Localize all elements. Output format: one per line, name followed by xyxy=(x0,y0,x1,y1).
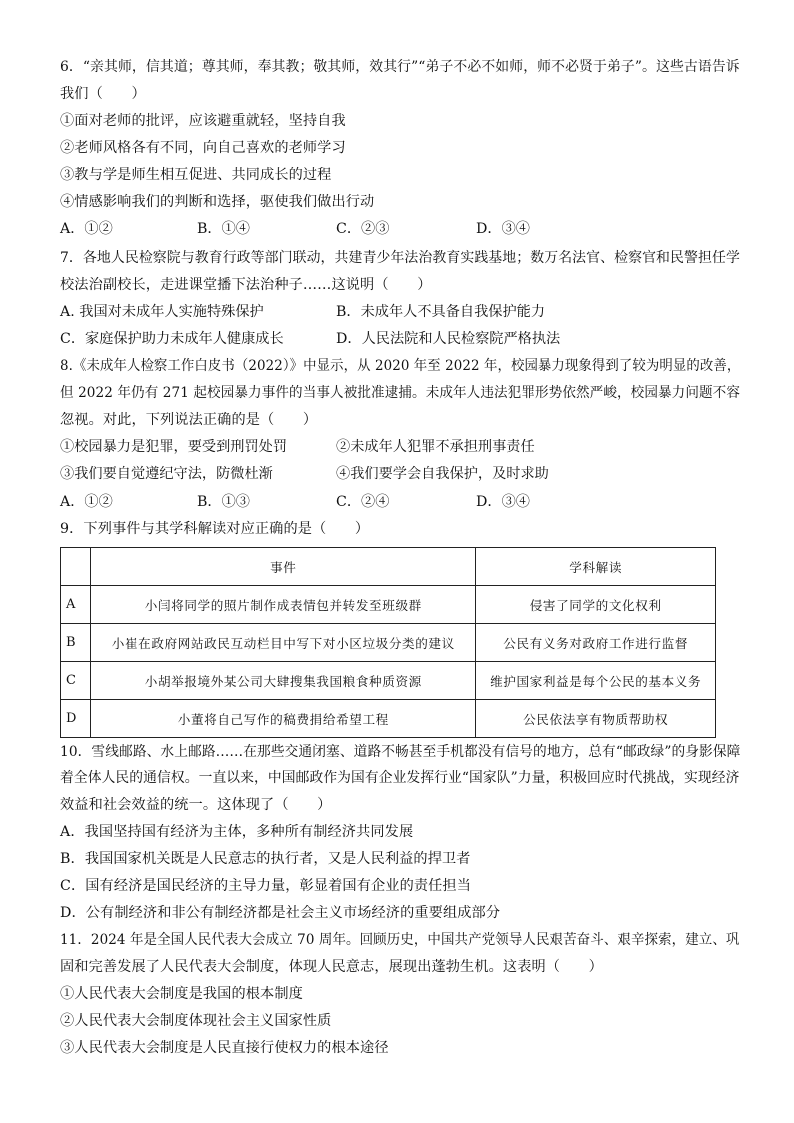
table-header-cell xyxy=(61,548,91,586)
table-row xyxy=(61,624,716,662)
q10-stem-line-1: 10．雪线邮路、水上邮路……在那些交通闭塞、道路不畅甚至手机都没有信号的地方，总有“邮政绿”的身影保障 xyxy=(60,744,741,760)
q7-option-b[interactable]: B．未成年人不具备自我保护能力 xyxy=(336,304,546,320)
q10-stem-line-2: 着全体人民的通信权。一直以来，中国邮政作为国有企业发挥行业“国家队”力量，积极回应时代挑战，实现经济 xyxy=(60,770,740,786)
q10-stem-line-3: 效益和社会效益的统一。这体现了（ ） xyxy=(60,797,332,813)
q10-option-a[interactable]: A．我国坚持国有经济为主体，多种所有制经济共同发展 xyxy=(60,824,414,840)
table-header-cell: 事件 xyxy=(91,548,476,586)
q7-option-a[interactable]: A. 我国对未成年人实施特殊保护 xyxy=(60,304,264,320)
q6-option-d[interactable]: D．③④ xyxy=(476,221,530,237)
q8-stem-line-3: 忽视。对此，下列说法正确的是（ ） xyxy=(60,412,318,428)
q9-stem: 9．下列事件与其学科解读对应正确的是（ ） xyxy=(60,521,370,537)
q7-stem-line-2: 校法治副校长，走进课堂播下法治种子……这说明（ ） xyxy=(60,277,432,293)
q8-item-3: ③我们要自觉遵纪守法，防微杜渐 xyxy=(60,466,273,482)
q8-option-d[interactable]: D．③④ xyxy=(476,494,530,510)
row-letter: A xyxy=(61,586,91,624)
row-interpretation: 侵害了同学的文化权利 xyxy=(476,586,716,624)
q8-item-4: ④我们要学会自我保护，及时求助 xyxy=(336,466,549,482)
q10-option-d[interactable]: D．公有制经济和非公有制经济都是社会主义市场经济的重要组成部分 xyxy=(60,905,501,921)
table-header-row xyxy=(61,548,716,586)
q6-option-b[interactable]: B．①④ xyxy=(197,221,250,237)
q8-stem-line-1: 8.《未成年人检察工作白皮书（2022）》中显示，从 2020 年至 2022 年，校园暴力现象得到了较为明显的改善， xyxy=(60,358,741,374)
q8-option-b[interactable]: B．①③ xyxy=(197,494,250,510)
q8-item-2: ②未成年人犯罪不承担刑事责任 xyxy=(336,439,535,455)
row-event: 小胡举报境外某公司大肆搜集我国粮食种质资源 xyxy=(91,662,476,700)
row-interpretation: 公民有义务对政府工作进行监督 xyxy=(476,624,716,662)
q9-table xyxy=(60,547,716,738)
q7-option-c[interactable]: C．家庭保护助力未成年人健康成长 xyxy=(60,331,284,347)
q6-item-1: ①面对老师的批评，应该避重就轻，坚持自我 xyxy=(60,113,346,129)
q7-option-d[interactable]: D．人民法院和人民检察院严格执法 xyxy=(336,331,561,347)
table-row xyxy=(61,700,716,738)
q11-stem-line-1: 11．2024 年是全国人民代表大会成立 70 周年。回顾历史，中国共产党领导人民艰苦奋斗、艰辛探索，建立、巩 xyxy=(60,932,740,948)
q8-option-a[interactable]: A．①② xyxy=(60,494,113,510)
row-letter: D xyxy=(61,700,91,738)
table-row xyxy=(61,662,716,700)
q11-item-3: ③人民代表大会制度是人民直接行使权力的根本途径 xyxy=(60,1040,389,1056)
q10-option-c[interactable]: C．国有经济是国民经济的主导力量，彰显着国有企业的责任担当 xyxy=(60,878,472,894)
table-header-cell: 学科解读 xyxy=(476,548,716,586)
row-event: 小闫将同学的照片制作成表情包并转发至班级群 xyxy=(91,586,476,624)
row-letter: B xyxy=(61,624,91,662)
q11-item-2: ②人民代表大会制度体现社会主义国家性质 xyxy=(60,1013,332,1029)
q6-item-3: ③教与学是师生相互促进、共同成长的过程 xyxy=(60,167,332,183)
q8-item-1: ①校园暴力是犯罪，要受到刑罚处罚 xyxy=(60,439,288,455)
q10-option-b[interactable]: B．我国国家机关既是人民意志的执行者，又是人民利益的捍卫者 xyxy=(60,851,471,867)
row-interpretation: 公民依法享有物质帮助权 xyxy=(476,700,716,738)
table-row xyxy=(61,586,716,624)
row-interpretation: 维护国家利益是每个公民的基本义务 xyxy=(476,662,716,700)
q6-stem-line-2: 我们（ ） xyxy=(60,86,146,102)
q6-option-a[interactable]: A．①② xyxy=(60,221,113,237)
q6-option-c[interactable]: C．②③ xyxy=(336,221,390,237)
q6-stem-line-1: 6．“亲其师，信其道；尊其师，奉其教；敬其师，效其行”“弟子不必不如师，师不必贤于弟子”。这些古语告诉 xyxy=(60,59,740,75)
q7-stem-line-1: 7．各地人民检察院与教育行政等部门联动，共建青少年法治教育实践基地；数万名法官、检察官和民警担任学 xyxy=(60,250,740,266)
row-event: 小崔在政府网站政民互动栏目中写下对小区垃圾分类的建议 xyxy=(91,624,476,662)
q8-option-c[interactable]: C．②④ xyxy=(336,494,390,510)
q8-stem-line-2: 但 2022 年仍有 271 起校园暴力事件的当事人被批准逮捕。未成年人违法犯罪形势依然严峻，校园暴力问题不容 xyxy=(60,385,740,401)
row-event: 小董将自己写作的稿费捐给希望工程 xyxy=(91,700,476,738)
q11-item-1: ①人民代表大会制度是我国的根本制度 xyxy=(60,986,303,1002)
q6-item-2: ②老师风格各有不同，向自己喜欢的老师学习 xyxy=(60,140,346,156)
q11-stem-line-2: 固和完善发展了人民代表大会制度，体现人民意志，展现出蓬勃生机。这表明（ ） xyxy=(60,959,603,975)
row-letter: C xyxy=(61,662,91,700)
q6-item-4: ④情感影响我们的判断和选择，驱使我们做出行动 xyxy=(60,194,375,210)
